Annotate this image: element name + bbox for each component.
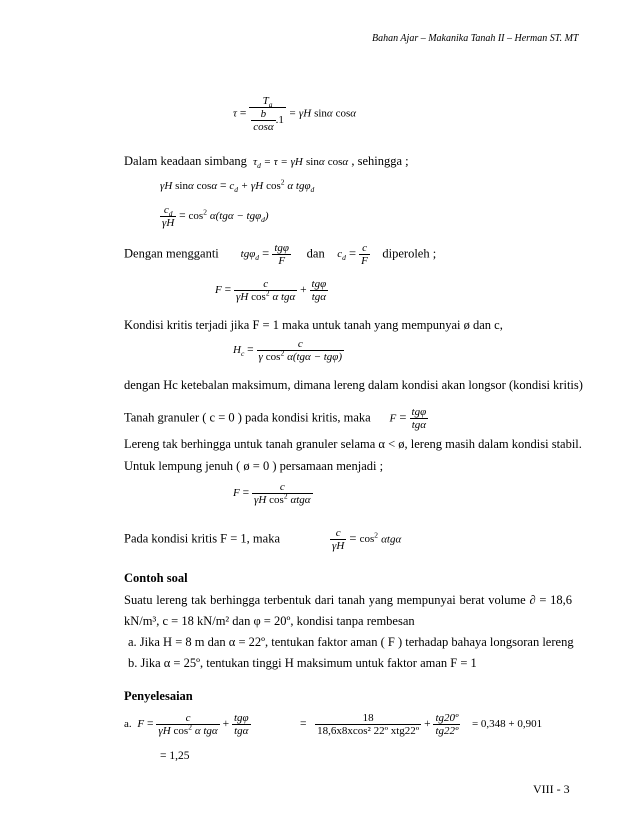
solution-label-a: a. [124, 718, 132, 731]
text-granuler: Tanah granuler ( c = 0 ) pada kondisi kritis, maka F = $\frac{\text{tgφ}}{\text{tgα}}$ [124, 406, 427, 431]
solution-den-tg: tg22º [435, 725, 459, 737]
text-l2: Dengan mengganti [124, 246, 219, 261]
solution-den-18: 18,6x8xcos² 22º xtg22º [317, 725, 420, 737]
text-l1: Dalam keadaan simbang [124, 154, 247, 168]
text-kondisi-kritis: Kondisi kritis terjadi jika F = 1 maka untuk tanah yang mempunyai ø dan c, [124, 318, 503, 332]
equation-tau: τ = $T_a$ $\frac{b}{\cos\alpha}$ .1 = γH sinα cosα [233, 95, 357, 133]
solution-heading: Penyelesaian [124, 689, 193, 703]
solution-result: = 0,348 + 0,901 [471, 718, 543, 731]
example-paragraph-2: kN/m³, c = 18 kN/m² dan φ = 20º, kondisi tanpa rembesan [124, 614, 415, 628]
solution-equation: a. F = $\frac{c}{\gamma H \cos^2 \alpha tg\alpha}$ + $\frac{\text{tgφ}}{\text{tgα}}$ [124, 712, 249, 737]
equation-cd: $\frac{c_d}{\gamma H}$ = $\cos^2 \alpha(tg\alpha - tg\varphi_d)$ [162, 204, 269, 229]
example-heading: Contoh soal [124, 571, 188, 585]
text-l2-end: diperoleh ; [382, 246, 437, 261]
example-question-b: b. Jika α = 25º, tentukan tinggi H maksimum untuk faktor aman F = 1 [128, 656, 477, 670]
equation-balance: γH sinα $\cos\alpha = c_d + \gamma H$ $\cos^2 \alpha$ tgφ$_d$ [160, 177, 315, 195]
running-header: Bahan Ajar – Makanika Tanah II – Herman ST. MT [372, 33, 579, 44]
text-l5: Tanah granuler ( c = 0 ) pada kondisi kritis, maka [124, 410, 371, 425]
solution-substitution: = $\frac{18}{\text{18,6x8xcos² 22º xtg22º}}$ + $\frac{\text{tg20º}}{\text{tg22º}}$ = 0,348 + 0,901 [300, 712, 543, 737]
equation-F-lempung: F = $\frac{c}{\gamma H \cos^2 \alpha tg\alpha}$ [233, 481, 311, 506]
text-l8: Pada kondisi kritis F = 1, maka [124, 531, 280, 546]
text-lempung-jenuh: Untuk lempung jenuh ( ø = 0 ) persamaan menjadi ; [124, 459, 384, 473]
example-paragraph-1: Suatu lereng tak berhingga terbentuk dari tanah yang mempunyai berat volume ∂ = 18,6 [124, 593, 572, 607]
text-hc-definition: dengan Hc ketebalan maksimum, dimana lereng dalam kondisi akan longsor (kondisi kritis) [124, 378, 583, 392]
text-l1b: , sehingga ; [351, 154, 409, 168]
text-substitution: Dengan mengganti tgφ$_d$ = $\frac{\text{tgφ}}{F}$ dan $c_d$ = $\frac{c}{F}$ diperoleh ; [124, 242, 437, 267]
solution-num-18: 18 [362, 712, 374, 724]
solution-num-tg: tg20º [435, 712, 459, 724]
text-dan: dan [306, 246, 325, 261]
equation-F: F = $\frac{c}{\gamma H \cos^2 \alpha tg\alpha}$ + $\frac{\text{tgφ}}{\text{tgα}}$ [215, 278, 327, 303]
text-lereng-stabil: Lereng tak berhingga untuk tanah granuler selama α < ø, lereng masih dalam kondisi stabil. [124, 437, 582, 451]
equation-Hc: $H_c$ = $\frac{c}{\gamma \cos^2 \alpha(tg\alpha - tg\varphi)}$ [233, 338, 343, 363]
solution-final: = 1,25 [160, 750, 190, 762]
text-kondisi-kritis-F1: Pada kondisi kritis F = 1, maka $\frac{c}{\gamma H}$ = $\cos^2 \alpha tg\alpha$ [124, 527, 402, 552]
text-keseimbangan: Dalam keadaan simbang $\tau_d = \tau = \gamma H$ sinα cosα , sehingga ; [124, 154, 409, 171]
page-number: VIII - 3 [533, 782, 570, 796]
example-question-a: a. Jika H = 8 m dan α = 22º, tentukan faktor aman ( F ) terhadap bahaya longsoran lereng [128, 635, 574, 649]
